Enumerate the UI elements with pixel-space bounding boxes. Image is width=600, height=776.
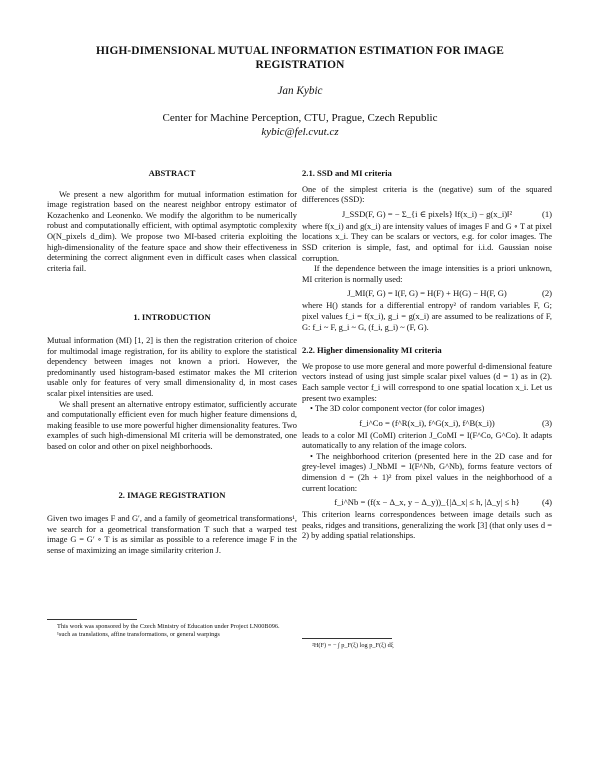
bullet-color: • The 3D color component vector (for color images) bbox=[310, 404, 485, 414]
bullet-neighborhood: • The neighborhood criterion (presented here in the 2D case and for grey-level images) J_NbMI = I(F^Nb, G^Nb), forms feature vectors of dimension d = (2h + 1)² from pixel values in the neighborhood of a current location: bbox=[302, 451, 552, 493]
abstract-heading: ABSTRACT bbox=[148, 168, 196, 178]
equation-3-number: (3) bbox=[541, 417, 552, 428]
equation-1 bbox=[302, 206, 552, 222]
equation-4-number: (4) bbox=[541, 497, 552, 508]
high-dim-heading: 2.2. Higher dimensionality MI criteria bbox=[302, 345, 442, 356]
equation-4-body: f_i^Nb = (f(x − Δ_x, y − Δ_y))_{|Δ_x| ≤ h, |Δ_y| ≤ h} bbox=[334, 497, 520, 508]
affiliation-block bbox=[0, 111, 600, 139]
intro-paragraph-1: Mutual information (MI) [1, 2] is then the registration criterion of choice for multimodal image registration, for its ability to explore the statistical dependency between images not known a priori. However, the predominantly used histogram-based estimator makes the MI criterion usable only for features of very small dimensionality d, in most cases scalar pixel intensities are used. bbox=[47, 335, 297, 398]
intro-heading: 1. INTRODUCTION bbox=[133, 312, 211, 323]
equation-1-body: J_SSD(F, G) = − Σ_{i ∈ pixels} ‖f(x_i) − g(x_i)‖² bbox=[341, 208, 513, 219]
footnote-sponsor: This work was sponsored by the Czech Ministry of Education under Project LN00B096. bbox=[57, 623, 280, 630]
high-dim-paragraph-1: We propose to use more general and more powerful d-dimensional feature vectors instead of using just simple scalar pixel values (d = 1) as in (2). Each sample vector f_i will correspond to one spatial location x_i. Let us present two examples: bbox=[302, 361, 552, 403]
right-footnote bbox=[302, 638, 552, 650]
equation-1-number: (1) bbox=[541, 208, 552, 219]
footnote-1: ¹such as translations, affine transformations, or general warpings bbox=[57, 631, 220, 638]
left-footnotes bbox=[47, 619, 297, 639]
equation-3 bbox=[302, 415, 552, 431]
ssd-paragraph-1: One of the simplest criteria is the (negative) sum of the squared differences (SSD): bbox=[302, 184, 552, 205]
equation-2 bbox=[302, 285, 552, 301]
equation-4 bbox=[302, 494, 552, 510]
left-column bbox=[47, 168, 297, 556]
author-email: kybic@fel.cvut.cz bbox=[261, 126, 339, 138]
intro-paragraph-2: We shall present an alternative entropy estimator, sufficiently accurate and computationally efficient even for much higher feature dimensions d, making feasible to use more powerful higher dimensionality features. Two examples of such high-dimensional MI criteria will be demonstrated, one based on color and other on pixel neighborhoods. bbox=[47, 399, 297, 451]
equation-2-number: (2) bbox=[541, 288, 552, 299]
right-footnote-rule bbox=[302, 638, 392, 639]
ssd-paragraph-2: where f(x_i) and g(x_i) are intensity values of images F and G ∘ T at pixel locations x_i. They can be scalars or vectors, e.g. for color images. The SSD criterion is simple, fast, and optimal for i.i.d. Gaussian noise corruption. bbox=[302, 221, 552, 263]
right-column bbox=[302, 168, 552, 542]
equation-3-body: f_i^Co = (f^R(x_i), f^G(x_i), f^B(x_i)) bbox=[359, 417, 495, 428]
footnote-2: ²H(F) = − ∫ p_F(ξ) log p_F(ξ) dξ bbox=[312, 642, 394, 649]
paper-title: HIGH-DIMENSIONAL MUTUAL INFORMATION ESTIMATION FOR IMAGE REGISTRATION bbox=[96, 45, 504, 71]
high-dim-paragraph-3: This criterion learns correspondences between image details such as peaks, ridges and transitions, generalizing the work [3] (that only uses d = 2) by adding spatial relationships. bbox=[302, 510, 552, 541]
ssd-paragraph-3: If the dependence between the image intensities is a priori unknown, MI criterion is normally used: bbox=[302, 264, 552, 284]
equation-2-body: J_MI(F, G) = I(F, G) = H(F) + H(G) − H(F, G) bbox=[347, 288, 507, 299]
high-dim-paragraph-2: leads to a color MI (CoMI) criterion J_CoMI = I(F^Co, G^Co). It adapts automatically to any relation of the image colors. bbox=[302, 430, 552, 451]
footnote-rule bbox=[47, 619, 137, 620]
abstract-text: We present a new algorithm for mutual information estimation for image registration based on the nearest neighbor entropy estimator of Kozachenko and Leonenko. We modify the algorithm to be numerically robust and computationally efficient, with optimal asymptotic complexity O(N_pixels d_dim). We propose two MI-based criteria exploiting the high-dimensionality of the feature space and show their effectiveness in determining the correct alignment even in difficult cases when classical criteria fail. bbox=[47, 189, 297, 273]
author-name: Jan Kybic bbox=[277, 85, 323, 97]
affiliation: Center for Machine Perception, CTU, Prague, Czech Republic bbox=[162, 112, 438, 124]
ssd-paragraph-4: where H() stands for a differential entropy² of random variables F, G; pixel values f_i = f(x_i), g_i = g(x_i) are assumed to be realizations of F, G: f_i ~ F, g_i ~ G, (f_i, g_i) ~ (F, G). bbox=[302, 301, 552, 332]
image-registration-heading: 2. IMAGE REGISTRATION bbox=[118, 490, 226, 501]
ssd-heading: 2.1. SSD and MI criteria bbox=[302, 168, 392, 178]
image-registration-paragraph: Given two images F and G′, and a family of geometrical transformations¹, we search for a geometrical transformation T such that a warped test image G = G′ ∘ T is as similar as possible to a reference image F in the sense of maximizing an image similarity criterion J. bbox=[47, 514, 297, 555]
